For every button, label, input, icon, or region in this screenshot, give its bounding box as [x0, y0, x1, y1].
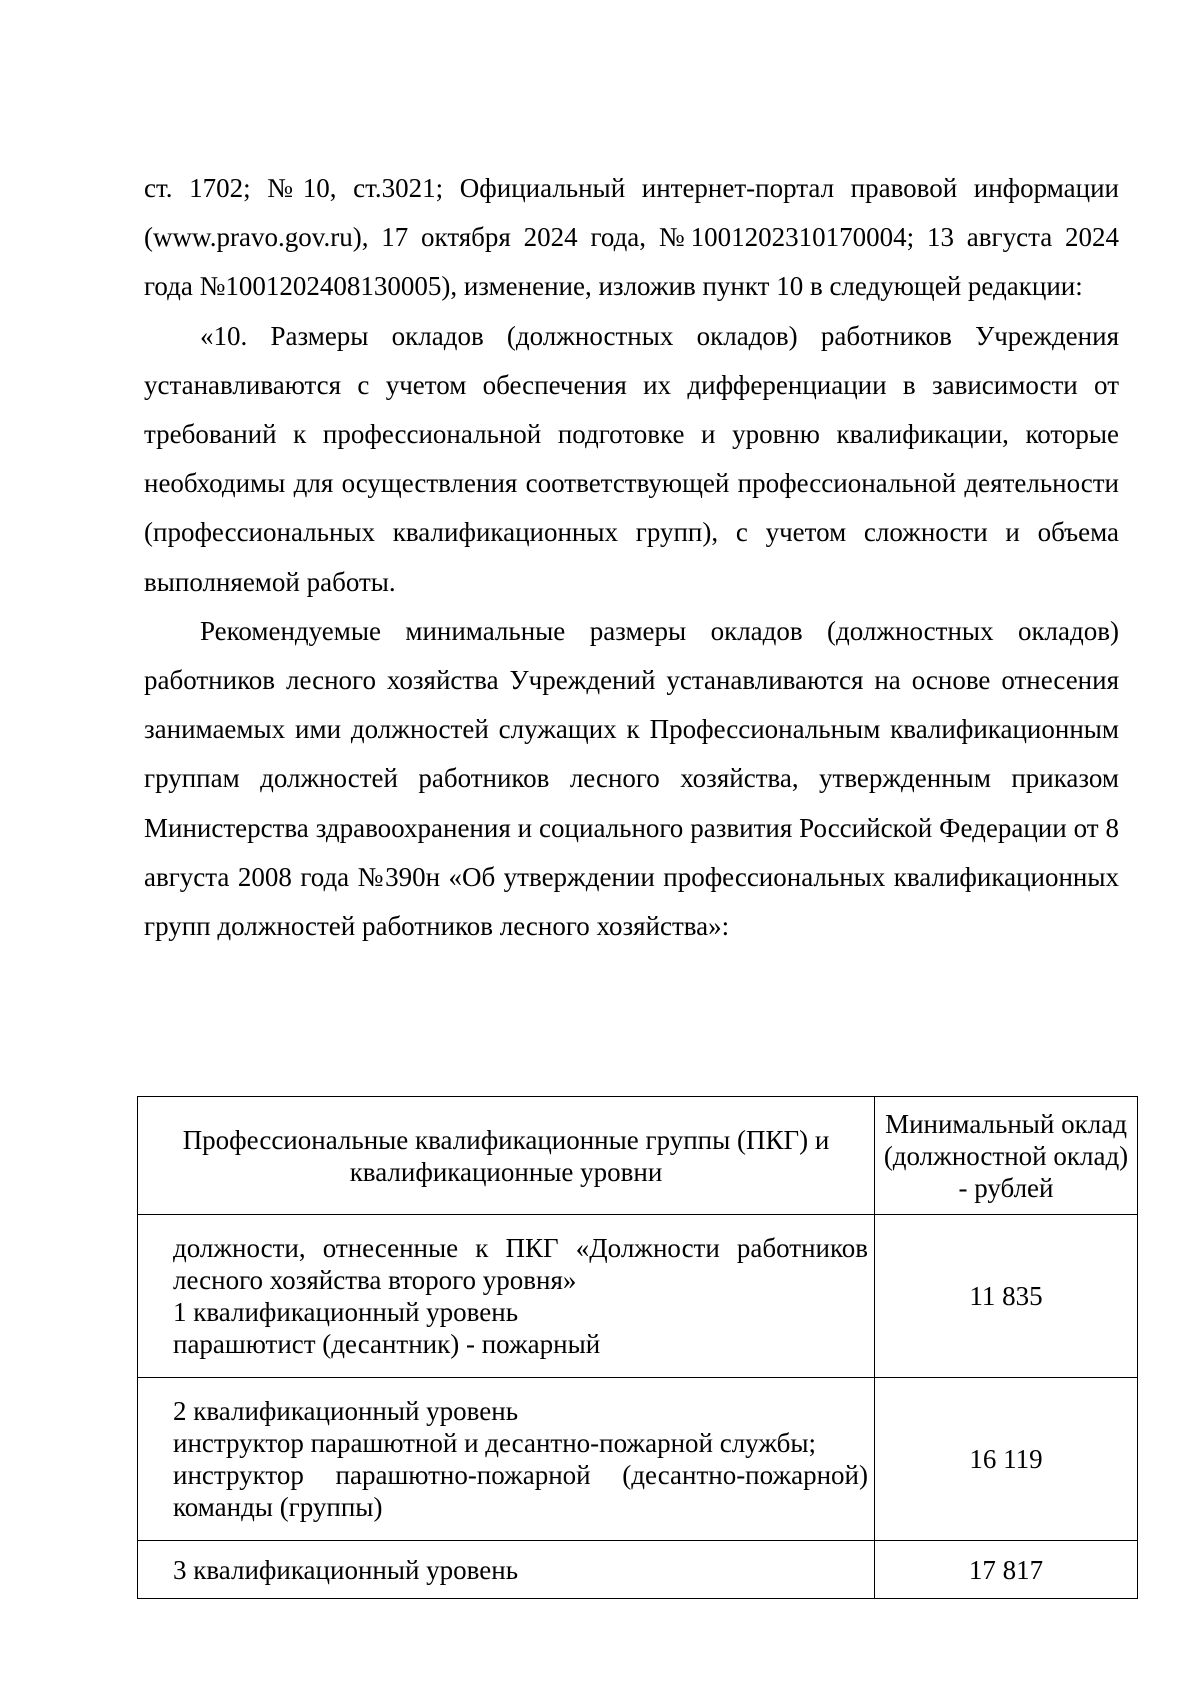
cell-line: инструктор парашютной и десантно-пожарной службы;: [173, 1428, 817, 1458]
header-minimum-salary: Минимальный оклад (должностной оклад) - рублей: [875, 1097, 1138, 1215]
table-cell-salary: 16 119: [875, 1378, 1138, 1541]
table-header-row: [138, 1097, 1138, 1215]
table-row: [138, 1378, 1138, 1541]
table-cell-qualification: [138, 1541, 875, 1599]
cell-line: инструктор парашютно-пожарной (десантно-пожарной) команды (группы): [173, 1460, 868, 1522]
paragraph-recommended-salaries: Рекомендуемые минимальные размеры окладов (должностных окладов) работников лесного хозяйства Учреждений устанавливаются на основе отнесения занимаемых ими должностей служащих к Профессиональным квалификационным группам должностей работников лесного хозяйства, утвержденным приказом Министерства здравоохранения и социального развития Российской Федерации от 8 августа 2008 года №390н «Об утверждении профессиональных квалификационных групп должностей работников лесного хозяйства»:: [144, 615, 1119, 942]
paragraph-item-10: «10. Размеры окладов (должностных окладов) работников Учреждения устанавливаются с учетом обеспечения их дифференциации в зависимости от требований к профессиональной подготовке и уровню квалификации, которые необходимы для осуществления соответствующей профессиональной деятельности (профессиональных квалификационных групп), с учетом сложности и объема выполняемой работы.: [144, 320, 1119, 597]
cell-line: 2 квалификационный уровень: [173, 1396, 519, 1426]
cell-line: 3 квалификационный уровень: [173, 1554, 519, 1585]
cell-line: должности, отнесенные к ПКГ «Должности работников лесного хозяйства второго уровня»: [173, 1233, 868, 1295]
table-cell-salary: 17 817: [875, 1541, 1138, 1599]
table-row: [138, 1541, 1138, 1599]
cell-line: 1 квалификационный уровень: [173, 1297, 519, 1327]
table-cell-salary: 11 835: [875, 1215, 1138, 1378]
salary-table: [137, 1096, 1138, 1599]
table-cell-qualification: [138, 1378, 875, 1541]
paragraph-continuation: ст. 1702; №10, ст.3021; Официальный интернет-портал правовой информации (www.pravo.gov.ru), 17 октября 2024 года, №1001202310170004; 13 августа 2024 года №1001202408130005), изменение, изложив пункт 10 в следующей редакции:: [144, 173, 1119, 302]
table-cell-qualification: [138, 1215, 875, 1378]
cell-line: парашютист (десантник) - пожарный: [173, 1329, 601, 1359]
header-pkg-groups: Профессиональные квалификационные группы (ПКГ) и квалификационные уровни: [138, 1097, 875, 1215]
table-row: [138, 1215, 1138, 1378]
document-body: [144, 164, 1119, 951]
